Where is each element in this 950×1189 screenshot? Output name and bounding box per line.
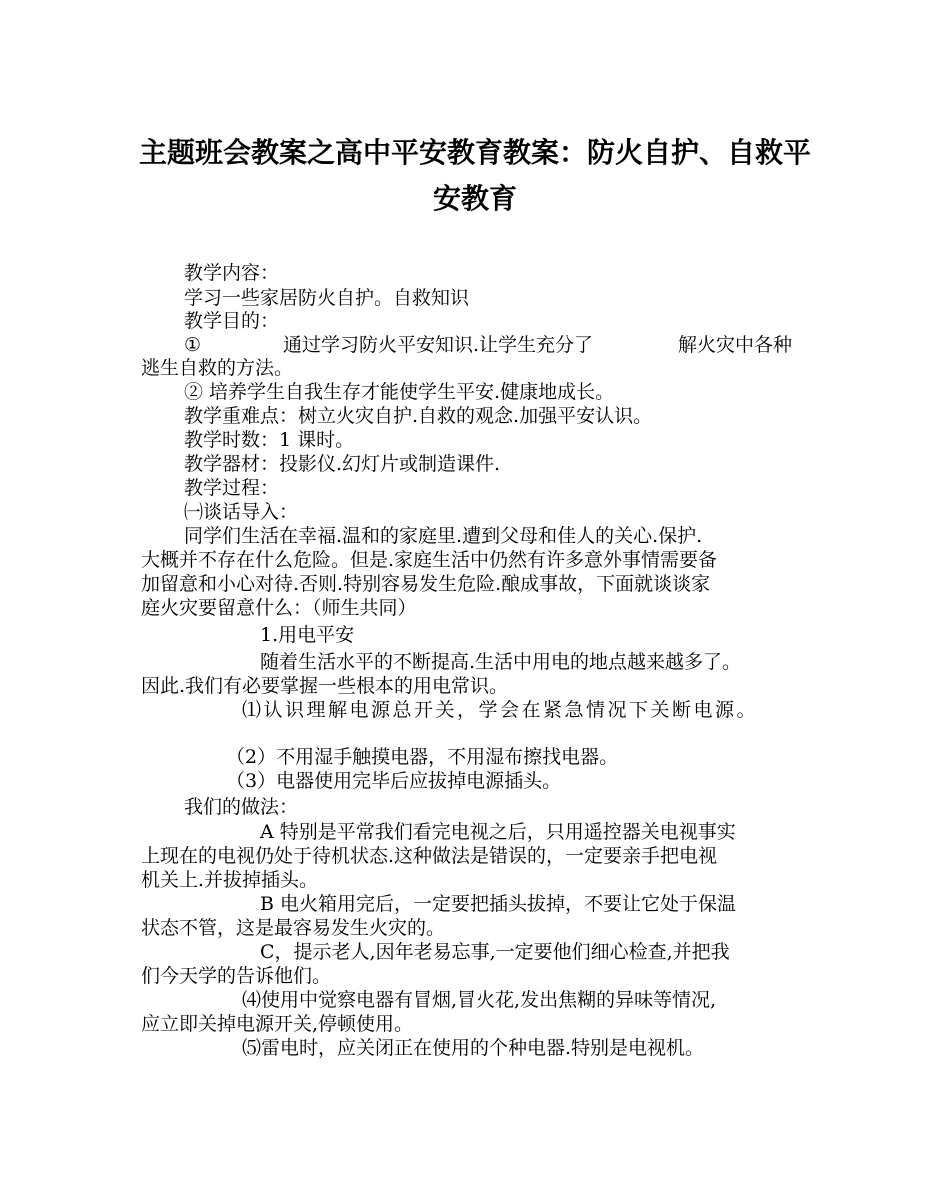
paragraph-line: 教学时数：1 课时。 [184,429,355,451]
section-heading-process: 教学过程： [184,477,280,499]
subsection-heading: 1.用电平安 [260,624,355,646]
paragraph-line: 大概并不存在什么危险。但是.家庭生活中仍然有许多意外事情需要备 [141,549,718,571]
list-item: （3）电器使用完毕后应拔掉电源插头。 [226,770,562,792]
document-title-line-1: 主题班会教案之高中平安教育教案：防火自护、自救平 [138,136,811,169]
paragraph-line: 因此.我们有必要掌握一些根本的用电常识。 [141,675,509,697]
subsection-heading: ㈠谈话导入： [184,501,299,523]
paragraph-line: 应立即关掉电源开关,停顿使用。 [141,1013,414,1035]
list-item: （2）不用湿手触摸电器，不用湿布擦找电器。 [226,746,619,768]
paragraph-line: C，提示老人,因年老易忘事,一定要他们细心检查,并把我 [260,941,730,963]
paragraph-line: A 特别是平常我们看完电视之后，只用遥控器关电视事实 [260,821,736,843]
paragraph-line: 解火灾中各种 [678,334,793,356]
paragraph-line: ② 培养学生自我生存才能使学生平安.健康地成长。 [184,381,615,403]
section-heading-content: 教学内容： [184,262,280,284]
paragraph-line: 同学们生活在幸福.温和的家庭里.遭到父母和佳人的关心.保护. [184,525,703,547]
goal-marker-1: ① [184,334,202,356]
paragraph-line: 状态不管，这是最容易发生火灾的。 [141,917,446,939]
paragraph-line: 教学器材：投影仪.幻灯片或制造课件. [184,453,501,475]
list-item: ⑴认识理解电源总开关，学会在紧急情况下关断电源。 [242,699,759,721]
paragraph-line: B 电火箱用完后，一定要把插头拔掉，不要让它处于保温 [260,893,737,915]
paragraph-line: 学习一些家居防火自护。自救知识 [184,287,470,309]
list-item: ⑸雷电时，应关闭正在使用的个种电器.特别是电视机。 [242,1037,705,1059]
paragraph-line: 上现在的电视仍处于待机状态.这种做法是错误的，一定要亲手把电视 [141,845,718,867]
subsection-heading: 我们的做法： [184,796,299,818]
paragraph-line: 加留意和小心对待.否则.特别容易发生危险.酿成事故，下面就谈谈家 [141,573,711,595]
list-item: ⑷使用中觉察电器有冒烟,冒火花,发出焦糊的异味等情况, [242,989,717,1011]
section-heading-goals: 教学目的： [184,310,280,332]
paragraph-line: 机关上.并拔掉插头。 [141,869,319,891]
document-title-line-2: 安教育 [432,182,517,215]
paragraph-line: 通过学习防火平安知识.让学生充分了 [283,334,594,356]
paragraph-line: 教学重难点：树立火灾自护.自救的观念.加强平安认识。 [184,405,653,427]
paragraph-line: 逃生自救的方法。 [141,357,294,379]
paragraph-line: 们今天学的告诉他们。 [141,965,332,987]
paragraph-line: 庭火灾要留意什么：（师生共同） [141,597,417,619]
paragraph-line: 随着生活水平的不断提高.生活中用电的地点越来越多了。 [260,651,742,673]
